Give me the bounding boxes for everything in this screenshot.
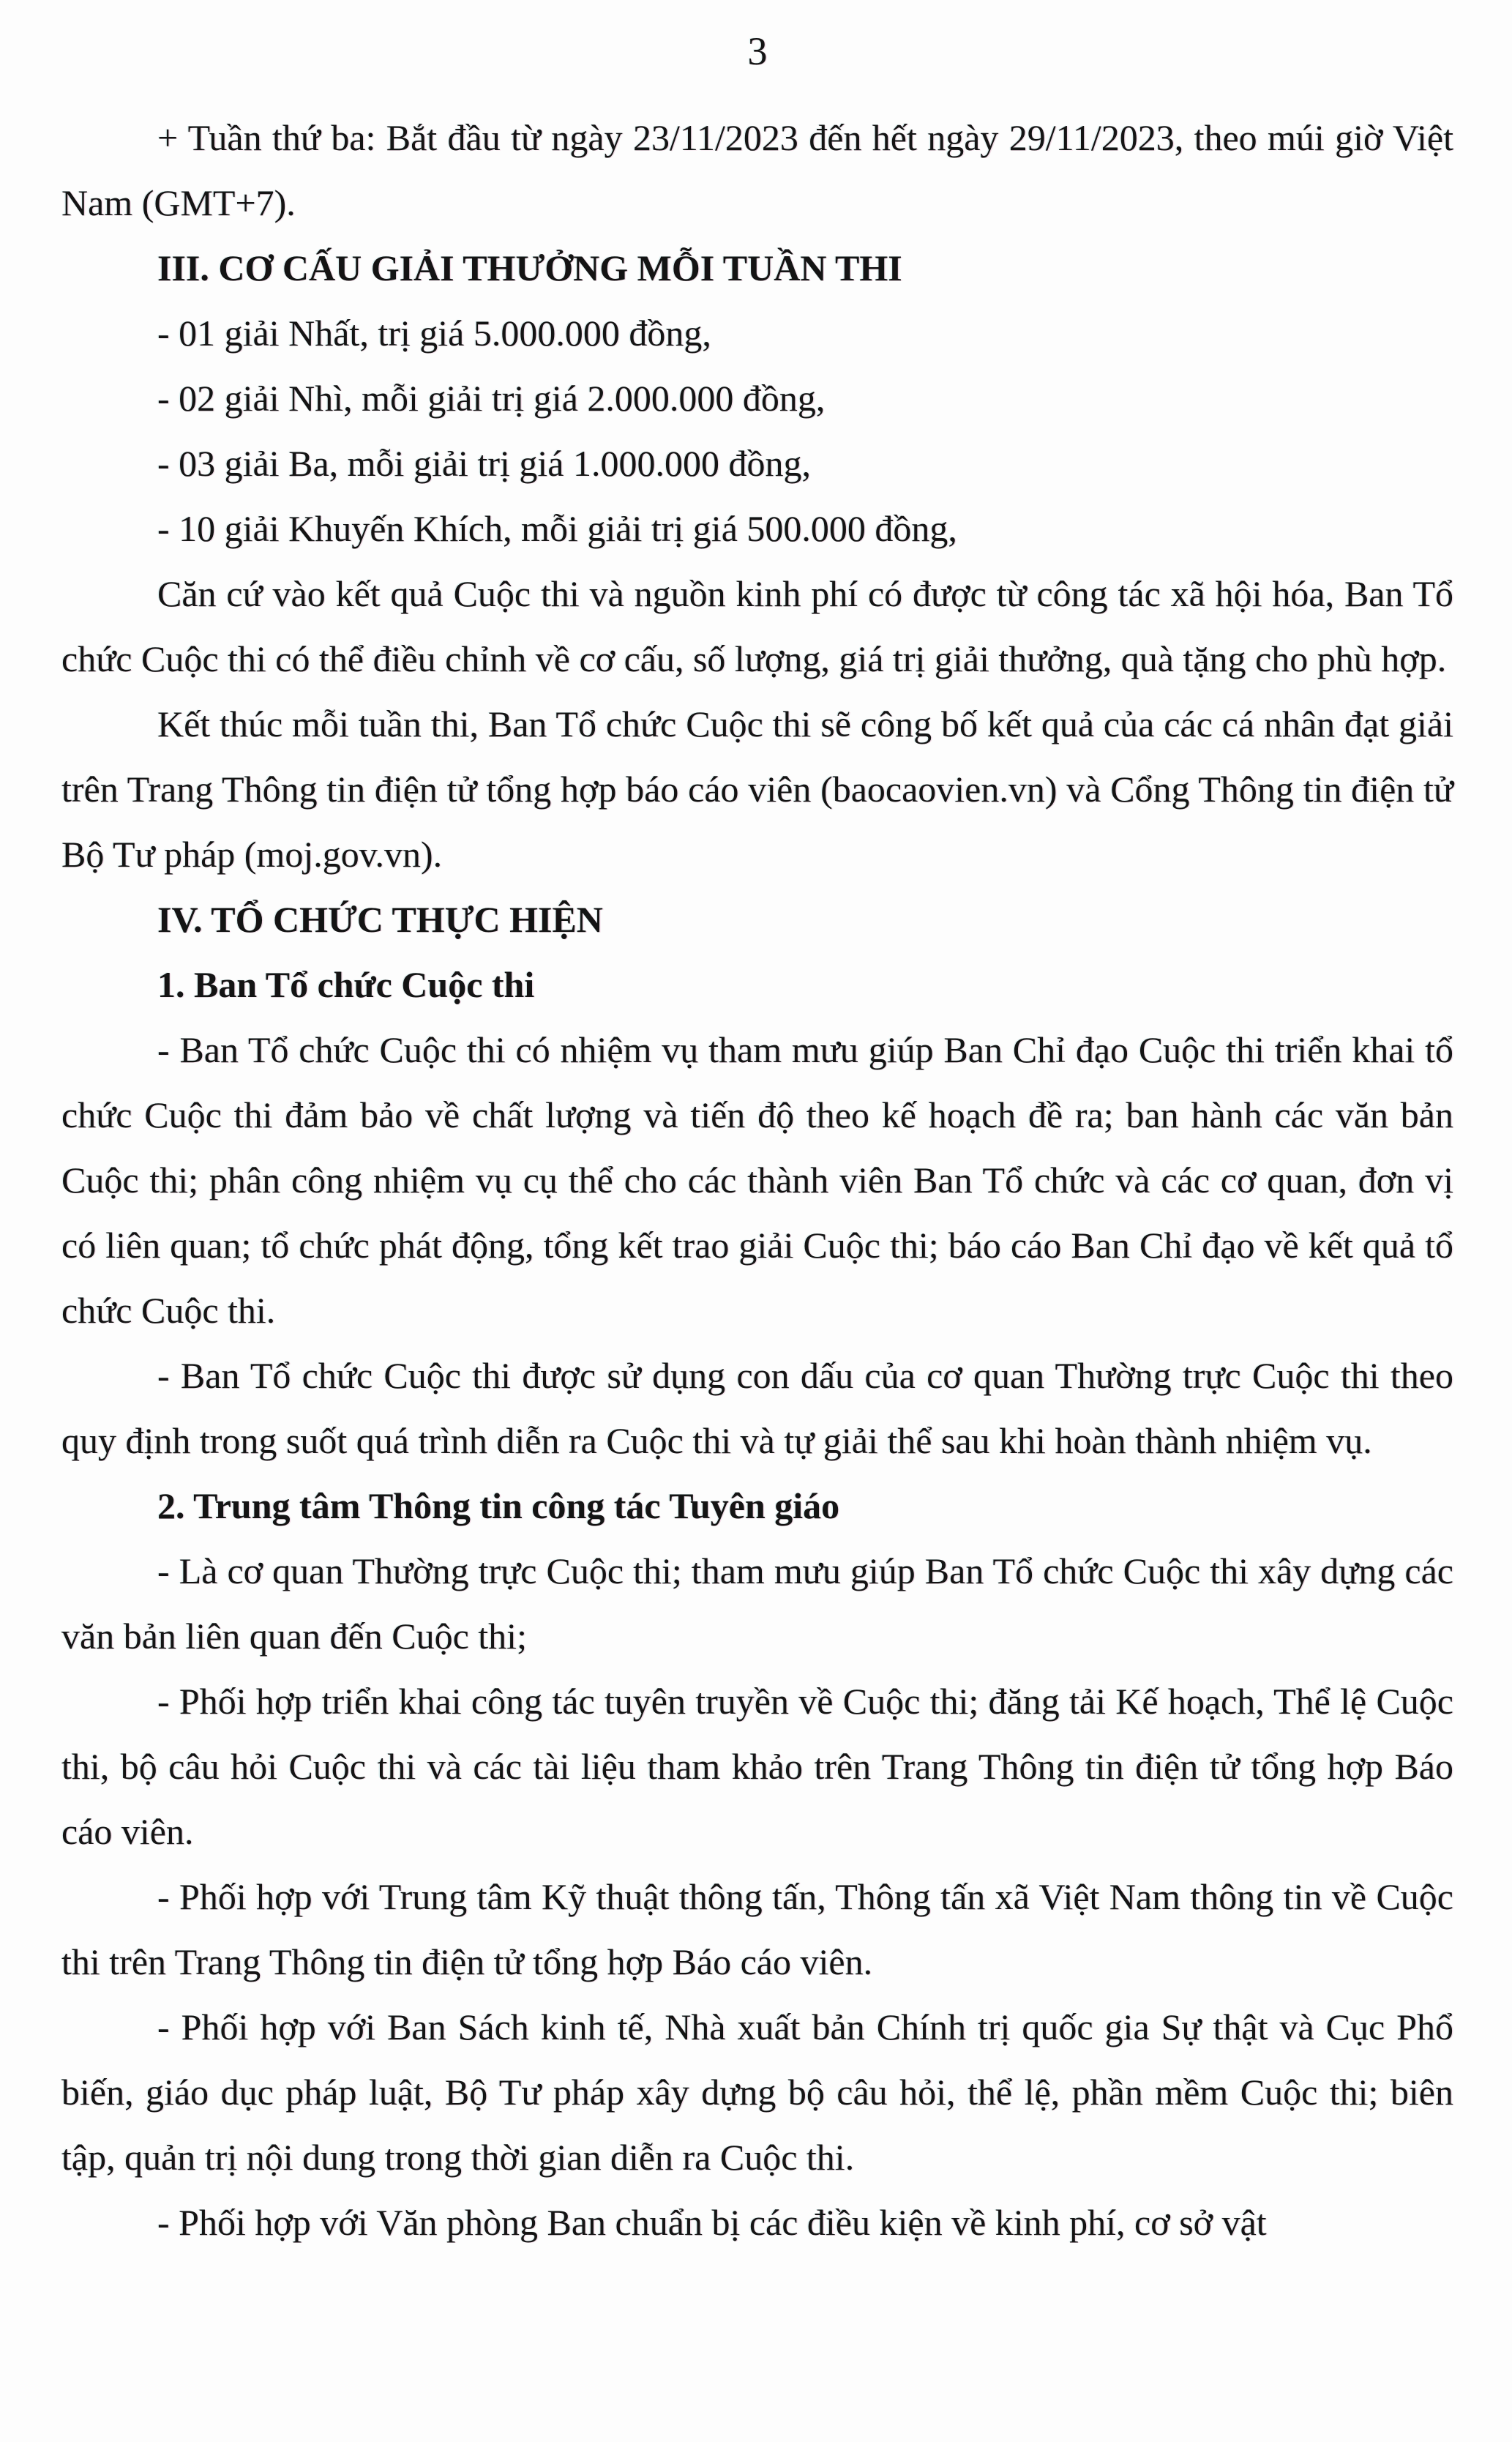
para-propaganda-coordination: - Phối hợp triển khai công tác tuyên truyền về Cuộc thi; đăng tải Kế hoạch, Thể lệ Cuộc thi, bộ câu hỏi Cuộc thi và các tài liệu tham khảo trên Trang Thông tin điện tử tổng hợp Báo cáo viên. bbox=[61, 1681, 1453, 1852]
para-question-bank-coordination: - Phối hợp với Ban Sách kinh tế, Nhà xuất bản Chính trị quốc gia Sự thật và Cục Phổ biến, giáo dục pháp luật, Bộ Tư pháp xây dựng bộ câu hỏi, thể lệ, phần mềm Cuộc thi; biên tập, quản trị nội dung trong thời gian diễn ra Cuộc thi. bbox=[61, 2006, 1453, 2178]
prize-item-consolation: - 10 giải Khuyến Khích, mỗi giải trị giá 500.000 đồng, bbox=[157, 508, 957, 549]
para-standing-agency: - Là cơ quan Thường trực Cuộc thi; tham mưu giúp Ban Tổ chức Cuộc thi xây dựng các văn bản liên quan đến Cuộc thi; bbox=[61, 1550, 1453, 1657]
para-committee-seal: - Ban Tổ chức Cuộc thi được sử dụng con dấu của cơ quan Thường trực Cuộc thi theo quy định trong suốt quá trình diễn ra Cuộc thi và tự giải thể sau khi hoàn thành nhiệm vụ. bbox=[61, 1355, 1453, 1461]
heading-organizing-committee: 1. Ban Tổ chức Cuộc thi bbox=[157, 964, 535, 1005]
para-office-logistics: - Phối hợp với Văn phòng Ban chuẩn bị các điều kiện về kinh phí, cơ sở vật bbox=[157, 2202, 1267, 2243]
para-week-three: + Tuần thứ ba: Bắt đầu từ ngày 23/11/2023 đến hết ngày 29/11/2023, theo múi giờ Việt Nam (GMT+7). bbox=[61, 117, 1453, 223]
heading-implementation: IV. TỔ CHỨC THỰC HIỆN bbox=[157, 899, 603, 940]
prize-item-second: - 02 giải Nhì, mỗi giải trị giá 2.000.000 đồng, bbox=[157, 378, 826, 419]
para-results-announcement: Kết thúc mỗi tuần thi, Ban Tổ chức Cuộc thi sẽ công bố kết quả của các cá nhân đạt giải trên Trang Thông tin điện tử tổng hợp báo cáo viên (baocaovien.vn) và Cổng Thông tin điện tử Bộ Tư pháp (moj.gov.vn). bbox=[61, 703, 1453, 875]
para-committee-duties: - Ban Tổ chức Cuộc thi có nhiệm vụ tham mưu giúp Ban Chỉ đạo Cuộc thi triển khai tổ chức Cuộc thi đảm bảo về chất lượng và tiến độ theo kế hoạch đề ra; ban hành các văn bản Cuộc thi; phân công nhiệm vụ cụ thể cho các thành viên Ban Tổ chức và các cơ quan, đơn vị có liên quan; tổ chức phát động, tổng kết trao giải Cuộc thi; báo cáo Ban Chỉ đạo về kết quả tổ chức Cuộc thi. bbox=[61, 1029, 1453, 1331]
heading-prize-structure: III. CƠ CẤU GIẢI THƯỞNG MỖI TUẦN THI bbox=[157, 247, 902, 288]
para-vna-coordination: - Phối hợp với Trung tâm Kỹ thuật thông tấn, Thông tấn xã Việt Nam thông tin về Cuộc thi trên Trang Thông tin điện tử tổng hợp Báo cáo viên. bbox=[61, 1876, 1453, 1982]
document-body bbox=[61, 105, 1453, 2255]
prize-item-first: - 01 giải Nhất, trị giá 5.000.000 đồng, bbox=[157, 313, 711, 354]
para-prize-adjustment: Căn cứ vào kết quả Cuộc thi và nguồn kinh phí có được từ công tác xã hội hóa, Ban Tổ chức Cuộc thi có thể điều chỉnh về cơ cấu, số lượng, giá trị giải thưởng, quà tặng cho phù hợp. bbox=[61, 573, 1453, 679]
heading-information-center: 2. Trung tâm Thông tin công tác Tuyên giáo bbox=[157, 1485, 840, 1526]
page-number: 3 bbox=[747, 29, 768, 73]
prize-item-third: - 03 giải Ba, mỗi giải trị giá 1.000.000 đồng, bbox=[157, 443, 811, 484]
